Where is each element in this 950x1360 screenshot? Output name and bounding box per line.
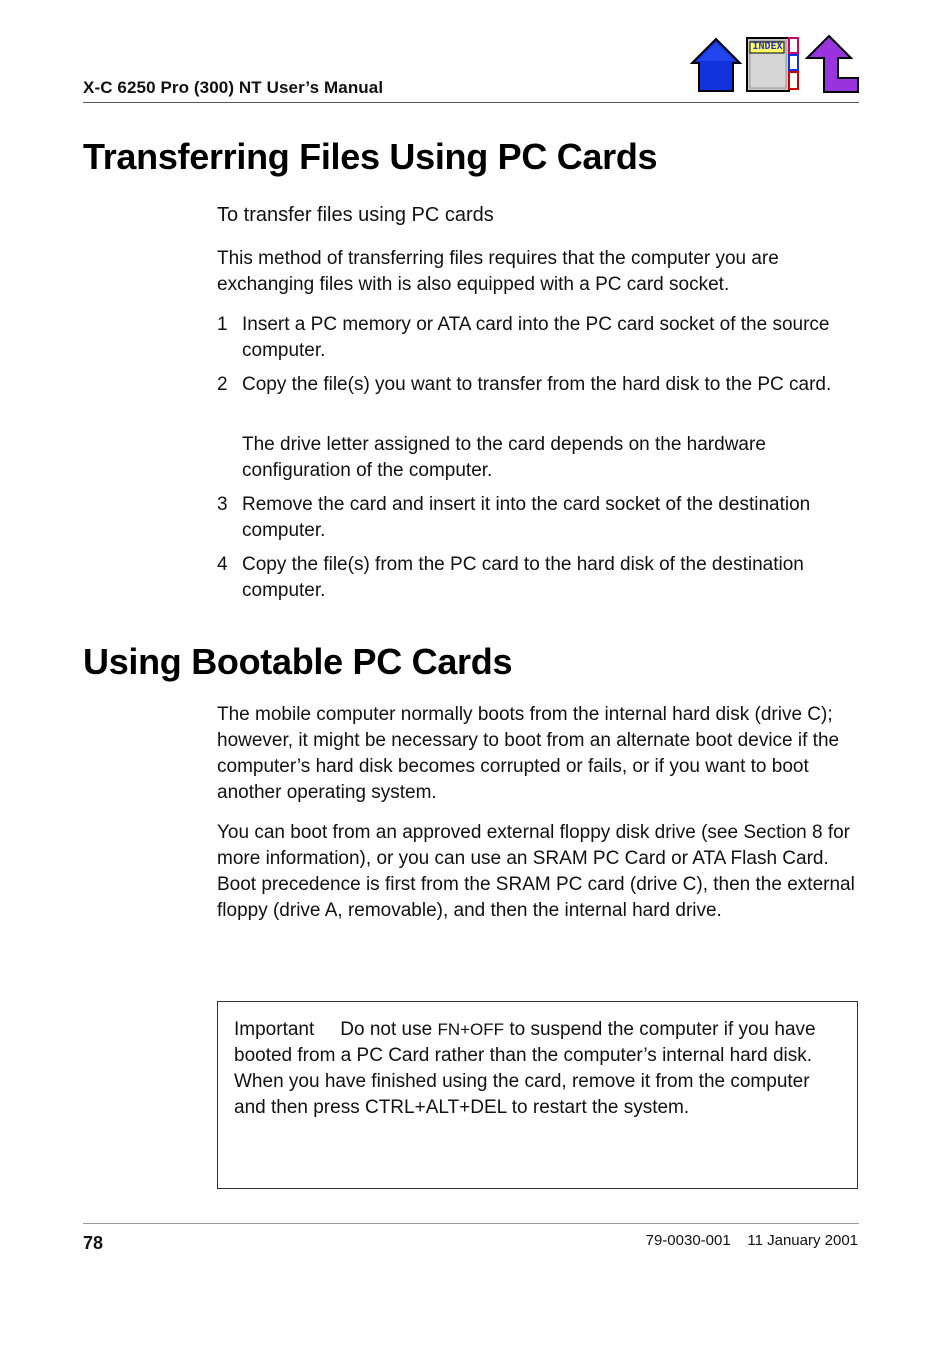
page-number: 78 (83, 1233, 104, 1253)
step-text: Remove the card and insert it into the card socket of the destination computer. (242, 494, 811, 541)
step-text: Copy the file(s) from the PC card to the hard disk of the destination computer. (242, 554, 804, 601)
intro-paragraph: This method of transferring files requires that the computer you are exchanging files with is also equipped with a PC card socket. (217, 248, 779, 295)
important-text-after: to suspend the computer if you have booted from a PC Card rather than the computer’s internal hard disk. When you have finished using the card, remove it from the computer and then press CTRL+ALT+DEL to restart the system. (234, 1019, 816, 1118)
index-button[interactable] (745, 34, 801, 94)
step-number: 4 (217, 554, 228, 575)
step-text: Copy the file(s) you want to transfer from the hard disk to the PC card. (242, 374, 832, 395)
important-text-before: Do not use (340, 1019, 433, 1040)
important-note-box (217, 1001, 858, 1189)
step-number: 1 (217, 314, 228, 335)
document-id (640, 1232, 858, 1249)
home-icon (690, 34, 742, 94)
section-heading-bootable-pc-cards: Using Bootable PC Cards (83, 641, 513, 682)
step-number: 2 (217, 374, 228, 395)
index-label: INDEX (752, 41, 783, 52)
steps-list (217, 312, 862, 612)
header-rule (83, 102, 859, 103)
back-button[interactable] (805, 34, 860, 94)
important-note-text (234, 1017, 834, 1121)
back-arrow-icon (805, 34, 860, 94)
procedure-heading: To transfer files using PC cards (217, 204, 494, 226)
boot-paragraph-2: You can boot from an approved external floppy disk drive (see Section 8 for more information), or you can use an SRAM PC Card or ATA Flash Card. Boot precedence is first from the SRAM PC card (drive C), then the external floppy (drive A, removable), and then the internal hard drive. (217, 822, 855, 921)
boot-paragraph-1: The mobile computer normally boots from the internal hard disk (drive C); however, it might be necessary to boot from an alternate boot device if the computer’s hard disk becomes corrupted or fails, or if you want to boot another operating system. (217, 704, 840, 803)
step-number: 3 (217, 494, 228, 515)
step-text: Insert a PC memory or ATA card into the PC card socket of the source computer. (242, 314, 830, 361)
footer-rule (83, 1223, 859, 1224)
doc-number: 79-0030-001 (645, 1232, 731, 1249)
step-note: The drive letter assigned to the card depends on the hardware configuration of the computer. (242, 434, 766, 481)
manual-title: X-C 6250 Pro (300) NT User’s Manual (83, 78, 384, 97)
home-button[interactable] (690, 34, 742, 94)
important-label: Important (234, 1019, 315, 1040)
doc-date: 11 January 2001 (747, 1232, 858, 1249)
key-combo: FN+OFF (437, 1020, 505, 1039)
nav-icons (690, 34, 860, 94)
section-heading-transferring-files: Transferring Files Using PC Cards (83, 136, 658, 177)
